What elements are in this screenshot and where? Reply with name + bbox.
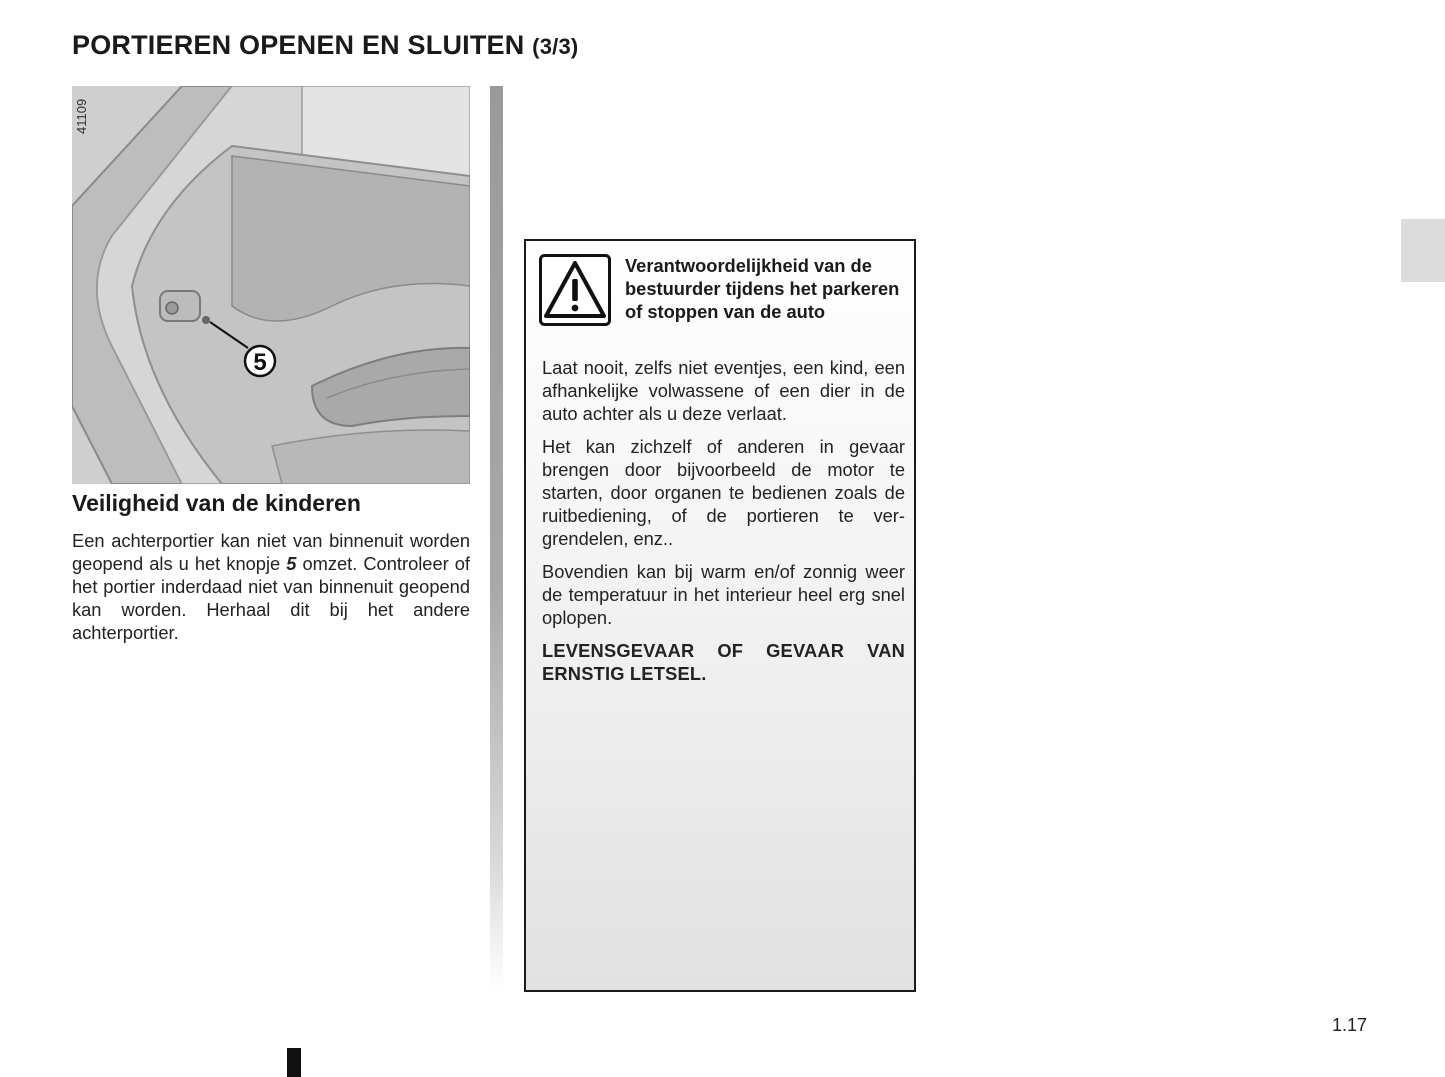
child-safety-text-2: omzet. Controleer of het portier inderdaad niet van binnenuit geopend kan worden. Herhaal dit bij het andere achterportier. bbox=[72, 553, 471, 643]
warning-body bbox=[542, 356, 905, 695]
footer-mark bbox=[287, 1048, 301, 1077]
child-safety-text bbox=[72, 529, 470, 644]
door-illustration bbox=[72, 86, 470, 484]
chapter-tab bbox=[1401, 219, 1445, 282]
page-title-part: (3/3) bbox=[532, 34, 579, 59]
figure-code: 41109 bbox=[74, 98, 89, 134]
page-title bbox=[72, 30, 578, 61]
child-safety-section bbox=[72, 490, 470, 644]
warning-paragraph-1: Laat nooit, zelfs niet eventjes, een kind, een afhankelijke volwassene of een dier in de auto achter als u deze verlaat. bbox=[542, 357, 905, 424]
warning-box bbox=[524, 239, 916, 992]
section-heading: Veiligheid van de kinderen bbox=[72, 490, 361, 516]
page-title-text: PORTIEREN OPENEN EN SLUITEN bbox=[72, 30, 525, 60]
child-safety-text-1: Een achterportier kan niet van binnenuit worden geopend als u het knopje bbox=[72, 530, 470, 574]
warning-title: Verantwoordelijkheid van de bestuurder tijdens het parkeren of stoppen van de auto bbox=[625, 255, 900, 322]
warning-paragraph-3: Bovendien kan bij warm en/of zonnig weer de temperatuur in het interieur heel erg snel oplopen. bbox=[542, 561, 905, 628]
warning-triangle-icon bbox=[539, 254, 611, 326]
page-number: 1.17 bbox=[1332, 1015, 1368, 1035]
column-divider bbox=[490, 86, 503, 991]
warning-paragraph-2: Het kan zichzelf of anderen in gevaar brengen door bijvoorbeeld de motor te starten, door organen te bedienen zoals de ruitbediening, of de portieren te ver-grendelen, enz.. bbox=[542, 436, 905, 549]
warning-emphasis: LEVENSGEVAAR OF GEVAAR VAN ERNSTIG LETSEL. bbox=[542, 640, 905, 684]
button-reference: 5 bbox=[286, 553, 297, 574]
callout-5: 5 bbox=[253, 349, 267, 376]
door-drawing bbox=[72, 86, 470, 484]
